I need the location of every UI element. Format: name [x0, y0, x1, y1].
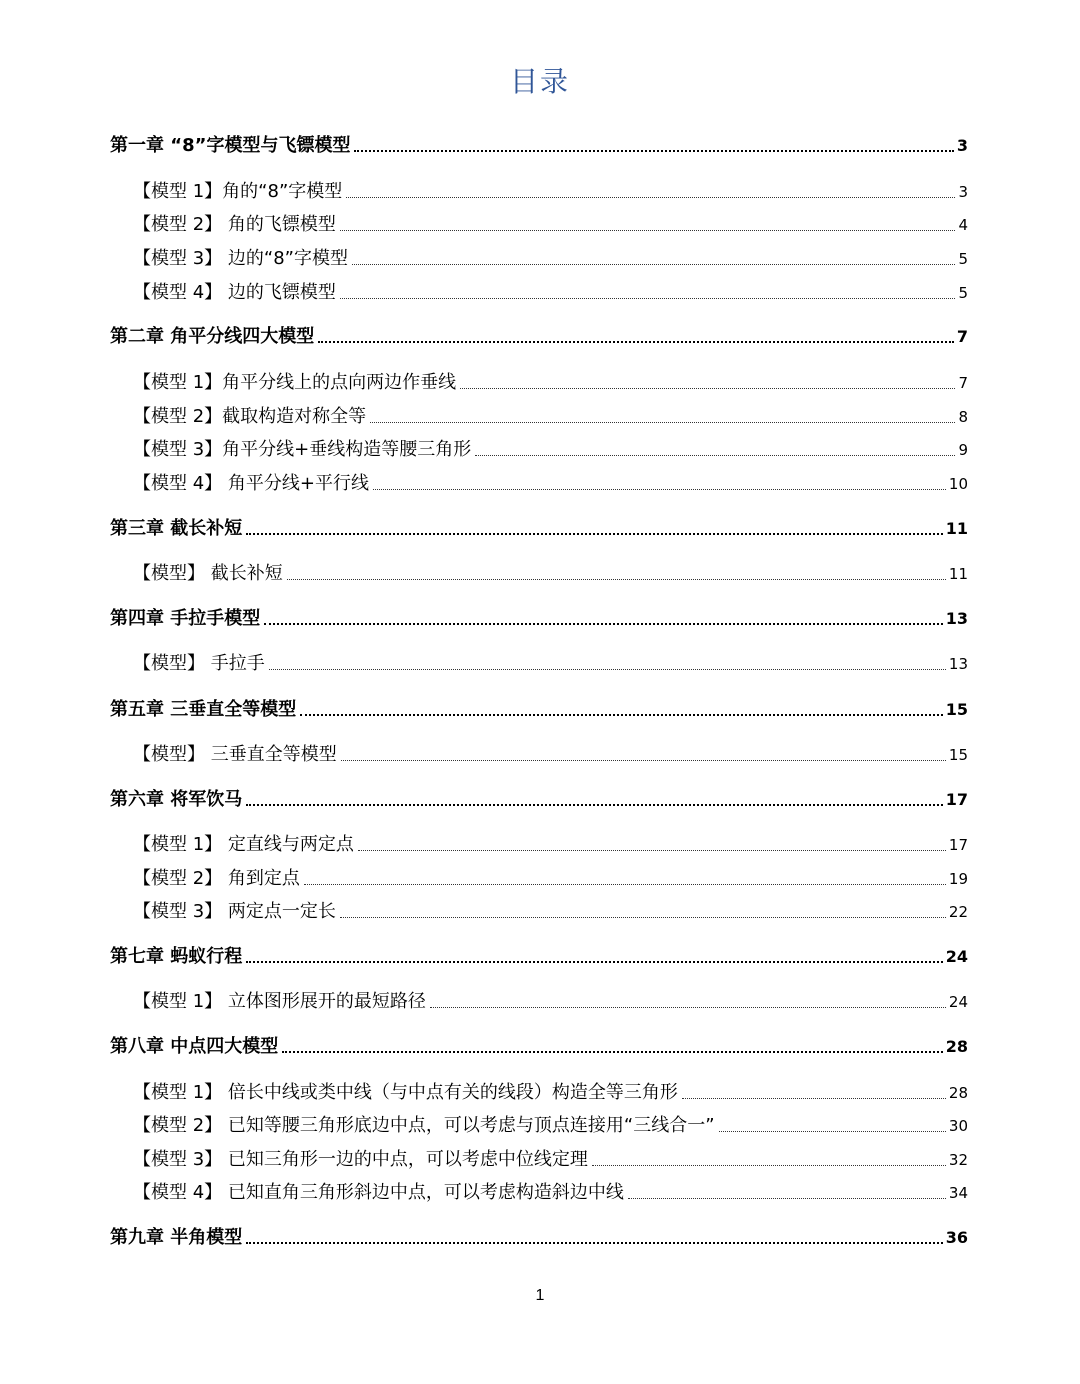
- toc-model-entry[interactable]: [133, 989, 968, 1015]
- dot-leader: [246, 1242, 942, 1244]
- footer-page-number: 1: [535, 1287, 545, 1304]
- toc-entry-page: 5: [958, 284, 968, 302]
- toc-entry-page: 4: [958, 216, 968, 234]
- toc-entry-page: 3: [958, 183, 968, 201]
- toc-entry-label: 【模型】 手拉手: [133, 653, 265, 674]
- toc-entry-page: 17: [945, 790, 968, 809]
- toc-entry-label: 【模型 1】 立体图形展开的最短路径: [133, 991, 426, 1012]
- dot-leader: [430, 1007, 946, 1008]
- dot-leader: [358, 850, 946, 851]
- dot-leader: [592, 1165, 946, 1166]
- toc-entry-label: 第五章 三垂直全等模型: [110, 699, 297, 720]
- toc-model-entry[interactable]: [133, 742, 968, 768]
- toc-entry-label: 【模型 4】 已知直角三角形斜边中点，可以考虑构造斜边中线: [133, 1182, 624, 1203]
- dot-leader: [246, 961, 942, 963]
- toc-model-entry[interactable]: [133, 1147, 968, 1173]
- dot-leader: [269, 669, 946, 670]
- toc-entry-label: 【模型 2】 角到定点: [133, 868, 300, 889]
- dot-leader: [246, 804, 942, 806]
- dot-leader: [373, 489, 946, 490]
- toc-entry-page: 10: [948, 475, 968, 493]
- toc-entry-page: 13: [948, 655, 968, 673]
- toc-entry-page: 8: [958, 408, 968, 426]
- toc-entry-label: 【模型 4】 角平分线+平行线: [133, 473, 369, 494]
- toc-entry-page: 7: [956, 327, 968, 346]
- dot-leader: [475, 455, 955, 456]
- dot-leader: [682, 1098, 946, 1099]
- toc-model-entry[interactable]: [133, 404, 968, 430]
- toc-entry-label: 第八章 中点四大模型: [110, 1036, 279, 1057]
- toc-entry-page: 13: [945, 609, 968, 628]
- toc-entry-label: 【模型】 三垂直全等模型: [133, 744, 337, 765]
- dot-leader: [287, 579, 946, 580]
- toc-entry-label: 【模型 3】角平分线+垂线构造等腰三角形: [133, 439, 472, 460]
- dot-leader: [352, 264, 955, 265]
- page-title: 目录: [509, 65, 570, 98]
- toc-chapter-entry[interactable]: [110, 133, 968, 159]
- toc-chapter-entry[interactable]: [110, 606, 968, 632]
- toc-entry-page: 11: [948, 565, 968, 583]
- toc-model-entry[interactable]: [133, 246, 968, 272]
- toc-entry-page: 32: [948, 1151, 968, 1169]
- toc-entry-page: 17: [948, 836, 968, 854]
- toc-entry-page: 9: [958, 441, 968, 459]
- toc-entry-page: 19: [948, 870, 968, 888]
- toc-model-entry[interactable]: [133, 179, 968, 205]
- toc-chapter-entry[interactable]: [110, 944, 968, 970]
- toc-entry-page: 24: [945, 947, 968, 966]
- toc-entry-label: 【模型 1】 定直线与两定点: [133, 834, 354, 855]
- dot-leader: [304, 884, 946, 885]
- toc-entry-label: 【模型 3】 两定点一定长: [133, 901, 336, 922]
- toc-model-entry[interactable]: [133, 1080, 968, 1106]
- toc-model-entry[interactable]: [133, 1180, 968, 1206]
- dot-leader: [264, 623, 942, 625]
- toc-entry-page: 15: [945, 700, 968, 719]
- dot-leader: [346, 197, 955, 198]
- toc-entry-label: 【模型 2】截取构造对称全等: [133, 406, 367, 427]
- toc-chapter-entry[interactable]: [110, 1034, 968, 1060]
- dot-leader: [370, 422, 955, 423]
- dot-leader: [340, 298, 956, 299]
- dot-leader: [354, 150, 953, 152]
- toc-entry-page: 11: [945, 519, 968, 538]
- toc-entry-label: 【模型 1】角平分线上的点向两边作垂线: [133, 372, 457, 393]
- toc-entry-page: 34: [948, 1184, 968, 1202]
- dot-leader: [341, 760, 946, 761]
- toc-entry-label: 第二章 角平分线四大模型: [110, 326, 315, 347]
- toc-chapter-entry[interactable]: [110, 324, 968, 350]
- toc-entry-label: 【模型 4】 边的飞镖模型: [133, 282, 336, 303]
- dot-leader: [460, 388, 955, 389]
- toc-entry-label: 第九章 半角模型: [110, 1227, 243, 1248]
- dot-leader: [318, 341, 954, 343]
- dot-leader: [340, 917, 946, 918]
- toc-entry-page: 24: [948, 993, 968, 1011]
- dot-leader: [246, 533, 942, 535]
- toc-entry-page: 36: [945, 1228, 968, 1247]
- toc-entry-label: 第四章 手拉手模型: [110, 608, 261, 629]
- toc-model-entry[interactable]: [133, 866, 968, 892]
- toc-entry-label: 【模型】 截长补短: [133, 563, 283, 584]
- toc-model-entry[interactable]: [133, 899, 968, 925]
- toc-model-entry[interactable]: [133, 832, 968, 858]
- toc-entry-label: 【模型 2】 已知等腰三角形底边中点，可以考虑与顶点连接用“三线合一”: [133, 1115, 715, 1136]
- toc-entry-page: 5: [958, 250, 968, 268]
- toc-entry-label: 【模型 3】 已知三角形一边的中点，可以考虑中位线定理: [133, 1149, 588, 1170]
- toc-entry-label: 【模型 2】 角的飞镖模型: [133, 214, 336, 235]
- toc-model-entry[interactable]: [133, 280, 968, 306]
- toc-entry-page: 3: [956, 136, 968, 155]
- toc-model-entry[interactable]: [133, 471, 968, 497]
- toc-entry-page: 15: [948, 746, 968, 764]
- toc-entry-label: 【模型 1】角的“8”字模型: [133, 181, 343, 202]
- toc-entry-label: 第三章 截长补短: [110, 518, 243, 539]
- toc-chapter-entry[interactable]: [110, 1225, 968, 1251]
- toc-entry-page: 30: [948, 1117, 968, 1135]
- toc-entry-label: 【模型 3】 边的“8”字模型: [133, 248, 348, 269]
- toc-model-entry[interactable]: [133, 370, 968, 396]
- toc-model-entry[interactable]: [133, 561, 968, 587]
- toc-entry-label: 第六章 将军饮马: [110, 789, 243, 810]
- toc-entry-label: 【模型 1】 倍长中线或类中线（与中点有关的线段）构造全等三角形: [133, 1082, 678, 1103]
- toc-entry-page: 28: [948, 1084, 968, 1102]
- dot-leader: [628, 1198, 946, 1199]
- dot-leader: [300, 714, 942, 716]
- toc-model-entry[interactable]: [133, 212, 968, 238]
- toc-model-entry[interactable]: [133, 437, 968, 463]
- toc-entry-page: 7: [958, 374, 968, 392]
- toc-entry-label: 第七章 蚂蚁行程: [110, 946, 243, 967]
- toc-entry-label: 第一章 “8”字模型与飞镖模型: [110, 135, 351, 156]
- toc-entry-page: 28: [945, 1037, 968, 1056]
- toc-chapter-entry[interactable]: [110, 516, 968, 542]
- toc-chapter-entry[interactable]: [110, 697, 968, 723]
- toc-model-entry[interactable]: [133, 651, 968, 677]
- dot-leader: [340, 230, 956, 231]
- toc-chapter-entry[interactable]: [110, 787, 968, 813]
- dot-leader: [719, 1131, 946, 1132]
- toc-model-entry[interactable]: [133, 1113, 968, 1139]
- dot-leader: [282, 1051, 942, 1053]
- toc-entry-page: 22: [948, 903, 968, 921]
